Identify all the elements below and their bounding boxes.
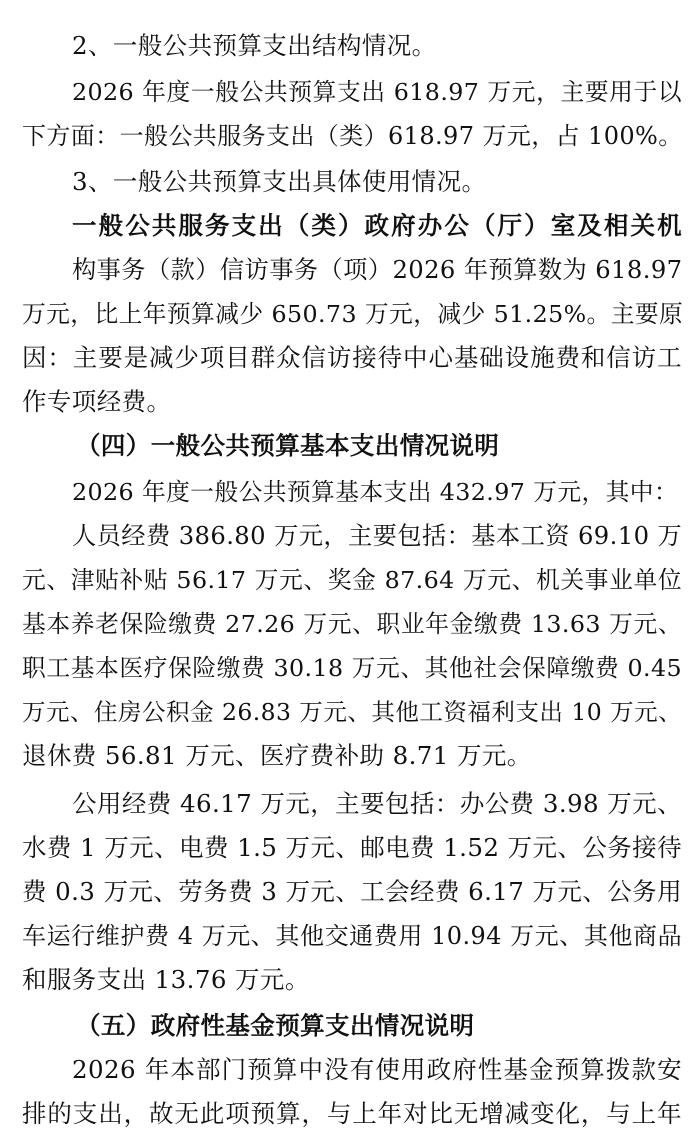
body-line: 因：主要是减少项目群众信访接待中心基础设施费和信访工 <box>22 343 682 372</box>
body-line: 2026 年度一般公共预算支出 618.97 万元，主要用于以 <box>72 78 682 106</box>
body-line: 下方面：一般公共服务支出（类）618.97 万元，占 100%。 <box>22 122 683 150</box>
body-line: 2026 年本部门预算中没有使用政府性基金预算拨款安 <box>72 1055 682 1084</box>
body-line: 基本养老保险缴费 27.26 万元、职业年金缴费 13.63 万元、 <box>22 610 682 638</box>
body-line: 万元、住房公积金 26.83 万元、其他工资福利支出 10 万元、 <box>22 698 682 726</box>
body-line: 职工基本医疗保险缴费 30.18 万元、其他社会保障缴费 0.45 <box>22 654 682 682</box>
body-line: 作专项经费。 <box>22 387 172 416</box>
section-heading: （四）一般公共预算基本支出情况说明 <box>76 431 500 460</box>
body-line: 2026 年度一般公共预算基本支出 432.97 万元，其中： <box>72 478 679 506</box>
body-line: 3、一般公共预算支出具体使用情况。 <box>72 167 487 196</box>
body-line: 2、一般公共预算支出结构情况。 <box>72 31 437 60</box>
body-line: 排的支出，故无此项预算，与上年对比无增减变化，与上年 <box>22 1099 682 1128</box>
body-line: 元、津贴补贴 56.17 万元、奖金 87.64 万元、机关事业单位 <box>22 566 682 594</box>
body-line: 水费 1 万元、电费 1.5 万元、邮电费 1.52 万元、公务接待 <box>22 833 682 862</box>
body-line: 构事务（款）信访事务（项）2026 年预算数为 618.97 <box>72 255 683 284</box>
body-line: 一般公共服务支出（类）政府办公（厅）室及相关机 <box>72 211 682 240</box>
body-line: 车运行维护费 4 万元、其他交通费用 10.94 万元、其他商品 <box>22 922 682 950</box>
body-line: 人员经费 386.80 万元，主要包括：基本工资 69.10 万 <box>72 521 683 550</box>
body-line: 费 0.3 万元、劳务费 3 万元、工会经费 6.17 万元、公务用 <box>22 877 682 906</box>
section-heading: （五）政府性基金预算支出情况说明 <box>76 1011 475 1040</box>
body-line: 万元，比上年预算减少 650.73 万元，减少 51.25%。主要原 <box>22 300 684 328</box>
body-line: 公用经费 46.17 万元，主要包括：办公费 3.98 万元、 <box>72 789 682 818</box>
body-line: 和服务支出 13.76 万元。 <box>22 965 310 994</box>
body-line: 退休费 56.81 万元、医疗费补助 8.71 万元。 <box>22 741 532 770</box>
